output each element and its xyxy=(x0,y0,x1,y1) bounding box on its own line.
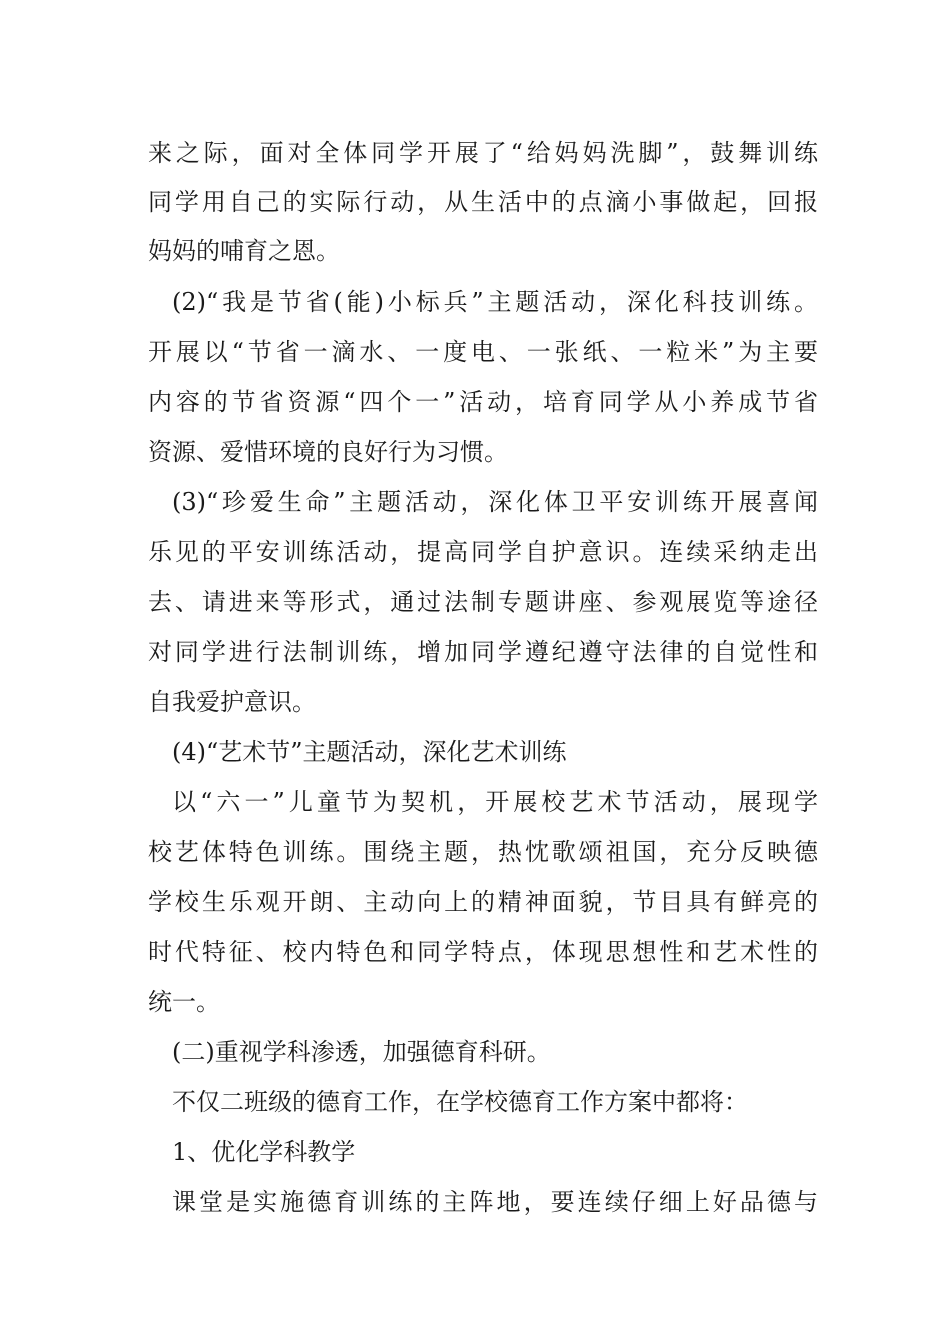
subsection-heading: 1、优化学科教学 xyxy=(172,1138,356,1166)
body-text-line: 内容的节省资源“四个一”活动，培育同学从小养成节省 xyxy=(148,388,818,416)
body-text-line: 开展以“节省一滴水、一度电、一张纸、一粒米”为主要 xyxy=(148,338,818,366)
body-text-line: 以“六一”儿童节为契机，开展校艺术节活动，展现学 xyxy=(172,788,818,816)
body-text-line: 时代特征、校内特色和同学特点，体现思想性和艺术性的 xyxy=(148,938,818,966)
body-text-line: 妈妈的哺育之恩。 xyxy=(148,237,340,265)
body-text-line: 课堂是实施德育训练的主阵地，要连续仔细上好品德与 xyxy=(172,1188,818,1216)
body-text-line: 统一。 xyxy=(148,988,220,1016)
body-text-line: 乐见的平安训练活动，提高同学自护意识。连续采纳走出 xyxy=(148,538,818,566)
body-text-line: 自我爱护意识。 xyxy=(148,688,316,716)
list-item-heading: (2)“我是节省(能)小标兵”主题活动，深化科技训练。 xyxy=(172,288,818,316)
body-text-line: 去、请进来等形式，通过法制专题讲座、参观展览等途径 xyxy=(148,588,818,616)
body-text-line: 来之际，面对全体同学开展了“给妈妈洗脚”，鼓舞训练 xyxy=(148,139,818,167)
body-text-line: 对同学进行法制训练，增加同学遵纪遵守法律的自觉性和 xyxy=(148,638,818,666)
list-item-heading: (4)“艺术节”主题活动，深化艺术训练 xyxy=(172,738,567,766)
body-text-line: 同学用自己的实际行动，从生活中的点滴小事做起，回报 xyxy=(148,188,818,216)
body-text-line: 校艺体特色训练。围绕主题，热忱歌颂祖国，充分反映德 xyxy=(148,838,818,866)
body-text-line: 资源、爱惜环境的良好行为习惯。 xyxy=(148,438,508,466)
list-item-heading: (3)“珍爱生命”主题活动，深化体卫平安训练开展喜闻 xyxy=(172,488,818,516)
section-heading: (二)重视学科渗透，加强德育科研。 xyxy=(172,1038,551,1066)
body-text-line: 不仅二班级的德育工作，在学校德育工作方案中都将： xyxy=(172,1088,748,1116)
body-text-line: 学校生乐观开朗、主动向上的精神面貌，节目具有鲜亮的 xyxy=(148,888,818,916)
